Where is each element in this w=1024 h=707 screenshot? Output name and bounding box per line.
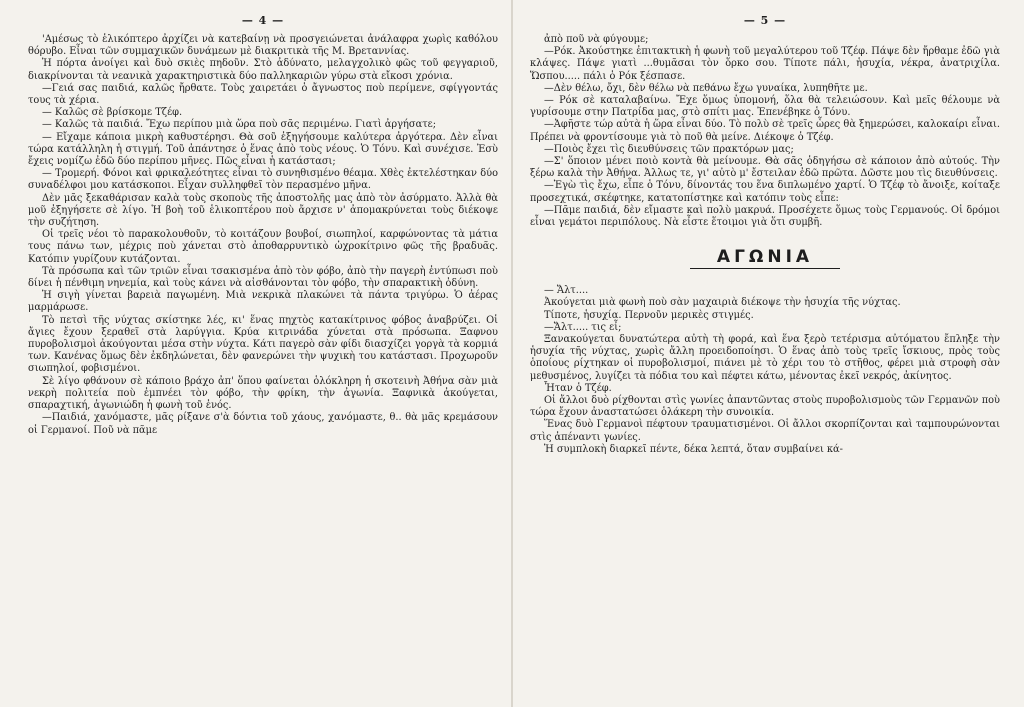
paragraph: —Ἄλτ..... τις εἶ; — [544, 321, 622, 333]
paragraph: Ἡ πόρτα ἀνοίγει καὶ δυὸ σκιὲς πηδοῦν. Στὸ ἀδύνατο, μελαγχολικὸ φῶς τοῦ φεγγαριοῦ, διακρίνονται τὰ νεανικὰ χαρακτηριστικὰ δύο παλληκαριῶν γύρω στὰ εἴκοσι χρόνια. — [28, 58, 498, 82]
paragraph: —Πᾶμε παιδιά, δὲν εἴμαστε καὶ πολὺ μακρυά. Προσέχετε ὅμως τοὺς Γερμανούς. Οἱ δρόμοι εἶναι γεμάτοι περιπόλους. Νὰ εἶστε ἕτοιμοι γιὰ ὅτι συμβῆ. — [530, 204, 1000, 229]
left-page — [18, 14, 498, 707]
paragraph: — Τρομερή. Φόνοι καὶ φρικαλεότητες εἶναι τὸ συνηθισμένο θέαμα. Χθὲς ἐκτελέστηκαν δύο συναδέλφοι μου κατάσκοποι. Εἶχαν συλληφθεῖ τὸν περασμένο μῆνα. — [28, 168, 498, 192]
paragraph: —Δὲν θέλω, ὄχι, δὲν θέλω νὰ πεθάνω ἔχω γυναίκα, λυπηθῆτε με. — [544, 82, 868, 94]
paragraph: Ἡ σιγὴ γίνεται βαρειὰ παγωμένη. Μιὰ νεκρικὰ πλακώνει τὰ πάντα τριγύρω. Ὁ ἀέρας μαρμάρωσε. — [28, 290, 498, 314]
left-page-text — [28, 34, 498, 437]
paragraph: — Εἴχαμε κάποια μικρὴ καθυστέρησι. Θὰ σοῦ ἐξηγήσουμε καλύτερα ἀργότερα. Δὲν εἶναι τώρα κατάλληλη ἡ στιγμή. Τοῦ ἀπάντησε ὁ ἕνας ἀπὸ τοὺς νέους. Ὁ Τόνυ. Καὶ συνέχισε. Ἐσὺ ἔχεις νομίζω ἐδῶ δύο περίπου μῆνες. Πῶς εἶναι ἡ κατάστασι; — [28, 131, 498, 168]
paragraph: Ἕνας δυὸ Γερμανοὶ πέφτουν τραυματισμένοι. Οἱ ἄλλοι σκορπίζονται καὶ ταμπουρώνονται στὶς ἀπέναντι γωνίες. — [530, 419, 1000, 443]
paragraph: —Ἀφῆστε τώρ αὐτὰ ἡ ὥρα εἶναι δύο. Τὸ πολὺ σὲ τρεῖς ὧρες θὰ ξημερώσει, καλοκαίρι εἶναι. Πρέπει νὰ φροντίσουμε γιὰ τὸ ποῦ θὰ μείνε. Διέκοψε ὁ Τζέφ. — [530, 119, 1000, 143]
paragraph: Δὲν μᾶς ξεκαθάρισαν καλὰ τοὺς σκοποὺς τῆς ἀποστολῆς μας ἀπὸ τὸν ἀσύρματο. Ἀλλὰ θὰ μοῦ ἐξηγήσετε σὲ λίγο. Ἡ βοὴ τοῦ ἑλικοπτέρου ποὺ ἄρχισε ν' ἀπομακρύνεται τοὺς διέκοψε τὴν συζήτηση. — [28, 192, 498, 229]
paragraph: Τίποτε, ἡσυχία. Περνοῦν μερικὲς στιγμές. — [544, 309, 754, 321]
paragraph: ἀπὸ ποῦ νὰ φύγουμε; — [544, 34, 649, 45]
paragraph: Ἀκούγεται μιὰ φωνὴ ποὺ σὰν μαχαιριὰ διέκοψε τὴν ἡσυχία τῆς νύχτας. — [544, 297, 901, 309]
page-number: — 4 — — [241, 14, 285, 27]
paragraph: —Σ' ὅποιον μένει ποιὸ κοντὰ θὰ μείνουμε. Θὰ σᾶς ὁδηγήσω σὲ κάποιον ἀπὸ αὐτούς. Τὴν ξέρω καλὰ τὴν Ἀθήνα. Ἀλλως τε, γι' αὐτὸ μ' ἔστειλαν ἐδῶ πρῶτα. Δῶστε μου τὶς διευθύνσεις. — [530, 156, 1000, 180]
paragraph: Ἦταν ὁ Τζέφ. — [544, 382, 612, 394]
paragraph: Οἱ ἄλλοι δυὸ ρίχθονται στὶς γωνίες ἀπαντῶντας στοὺς πυροβολισμοὺς τῶν Γερμανῶν ποὺ τώρα ἔχουν ἀναστατώσει ὁλάκερη τὴν συνοικία. — [530, 395, 1000, 419]
paragraph: —Ποιὸς ἔχει τὶς διευθύνσεις τῶν πρακτόρων μας; — [544, 143, 794, 155]
right-page-text — [530, 34, 1000, 456]
paragraph: Σὲ λίγο φθάνουν σὲ κάποιο βράχο ἀπ' ὅπου φαίνεται ὁλόκληρη ἡ σκοτεινὴ Ἀθήνα σὰν μιὰ νεκρὴ πολιτεία ποὺ ἐμπνέει τὸν φόβο, τὴν φρίκη, τὴν ἀγωνία. Ξαφνικὰ ἀκούγεται, σπαραχτική, ἀγωνιώδη ἡ φωνὴ τοῦ ἑνός. — [28, 375, 498, 412]
book-gutter — [511, 0, 513, 707]
chapter-title: ΑΓΩΝΙΑ — [690, 247, 840, 269]
paragraph: —Ρόκ. Ἀκούστηκε ἐπιτακτικὴ ἡ φωνὴ τοῦ μεγαλύτερου τοῦ Τζέφ. Πάψε δὲν ἤρθαμε ἐδῶ γιὰ κλάψες. Πάψε γιατὶ ...θυμᾶσαι τὸν ὅρκο σου. Τίποτε πάλι, ἡσυχία, νέκρα, ἀνατριχίλα. Ὥσπου..... πάλι ὁ Ρόκ ξέσπασε. — [530, 46, 1000, 82]
paragraph: — Ρόκ σὲ καταλαβαίνω. Ἔχε ὅμως ὑπομονή, ὅλα θὰ τελειώσουν. Καὶ μεῖς θέλουμε νὰ γυρίσουμε στην Πατρίδα μας, στὸ σπίτι μας. Ἐπενέβηκε ὁ Τόνυ. — [530, 95, 1000, 119]
paragraph: Τὰ πρόσωπα καὶ τῶν τριῶν εἶναι τσακισμένα ἀπὸ τὸν φόβο, ἀπὸ τὴν παγερὴ ἐντύπωσι ποὺ δίνει ἡ πένθιμη νηνεμία, καὶ τοὺς κάνει νὰ αἰσθάνονται τὸν φόβο, τὴν σπαρακτικὴ ὀδύνη. — [28, 265, 498, 290]
right-page — [530, 14, 1006, 707]
paragraph: — Καλῶς σὲ βρίσκομε Τζέφ. — [42, 107, 183, 119]
paragraph: —Παιδιά, χανόμαστε, μᾶς ρίξανε σ'ὰ δόντια τοῦ χάους, χανόμαστε, θ.. θὰ μᾶς κρεμάσουν οἱ Γερμανοί. Ποῦ νὰ πᾶμε — [28, 412, 498, 436]
paragraph: —Γειά σας παιδιά, καλῶς ἤρθατε. Τοὺς χαιρετάει ὁ ἄγνωστος ποὺ περίμενε, σφίγγοντάς τους τὰ χέρια. — [28, 82, 498, 107]
paragraph: — Ἄλτ.... — [544, 285, 589, 297]
paragraph: Ἡ συμπλοκὴ διαρκεῖ πέντε, δέκα λεπτά, ὅταν συμβαίνει κά- — [544, 443, 843, 455]
paragraph: Ξανακούγεται δυνατώτερα αὐτὴ τὴ φορά, καὶ ἕνα ξερὸ τετέρισμα αὐτόματου ἔπληξε τὴν ἡσυχία τῆς νύχτας, χωρὶς ἄλλη προειδοποίησι. Ὁ ἕνας ἀπὸ τοὺς τρεῖς ἴσκιους, πρὸς τοὺς ὁποίους ρίχτηκαν οἱ πυροβολισμοί, πιάνει μὲ τὸ χέρι του τὸ στῆθος, φέρει μιὰ στροφὴ σὰν μεθυσμένος, λυγίζει τὰ πόδια του καὶ πέφτει κάτω, μένοντας ἐκεῖ νεκρός, ἀκίνητος. — [530, 334, 1000, 382]
paragraph: Τὸ πετσὶ τῆς νύχτας σκίστηκε λές, κι' ἕνας πηχτὸς κατακίτρινος φόβος ἀναβρύζει. Οἱ ἄγιες ἔχουν ξεραθεῖ στὰ λαρύγγια. Κρύα κιτρινάδα χύνεται στὰ πρόσωπα. Ξαφνου πυροβολισμοὶ ἀκούγονται μέσα στὴν νύχτα. Κάτι παγερὸ σὰν φίδι διασχίζει γοργὰ τὰ κορμιά των. Κανένας ὅμως δὲν ἐκδηλώνεται, δὲν φανερώνει τὴν ψυχικὴ του κατάστασι. Προχωροῦν σιωπηλοί, φοβισμένοι. — [28, 314, 498, 375]
paragraph: Οἱ τρεῖς νέοι τὸ παρακολουθοῦν, τὸ κοιτάζουν βουβοί, σιωπηλοί, καρφώνοντας τὰ μάτια τους πάνω των, μέχρις ποὺ χάνεται στὸ ἀποθαρρυντικὸ ὠχροκίτρινο φῶς τῆς βραδυᾶς. Κατόπιν γυρίζουν κυτάζονται. — [28, 229, 498, 265]
page-number: — 5 — — [743, 14, 787, 27]
paragraph: —Ἐγὼ τὶς ἔχω, εἶπε ὁ Τόνυ, δίνοντάς του ἕνα διπλωμένο χαρτί. Ὁ Τζέφ τὸ ἄνοιξε, κοίταξε προσεχτικά, σκέφτηκε, κατατοπίστηκε καὶ κατόπιν τοὺς εἶπε: — [530, 180, 1000, 204]
paragraph: 'Αμέσως τὸ ἑλικόπτερο ἀρχίζει νὰ κατεβαίνῃ νὰ προσγειώνεται ἀνάλαφρα χωρὶς καθόλου θόρυβο. Εἶναι τῶν συμμαχικῶν δυνάμεων μὲ διακριτικὰ τῆς Μ. Βρεταννίας. — [28, 34, 498, 58]
paragraph: — Καλῶς τὰ παιδιά. Ἔχω περίπου μιὰ ὥρα ποὺ σᾶς περιμένω. Γιατὶ ἀργήσατε; — [42, 119, 436, 131]
